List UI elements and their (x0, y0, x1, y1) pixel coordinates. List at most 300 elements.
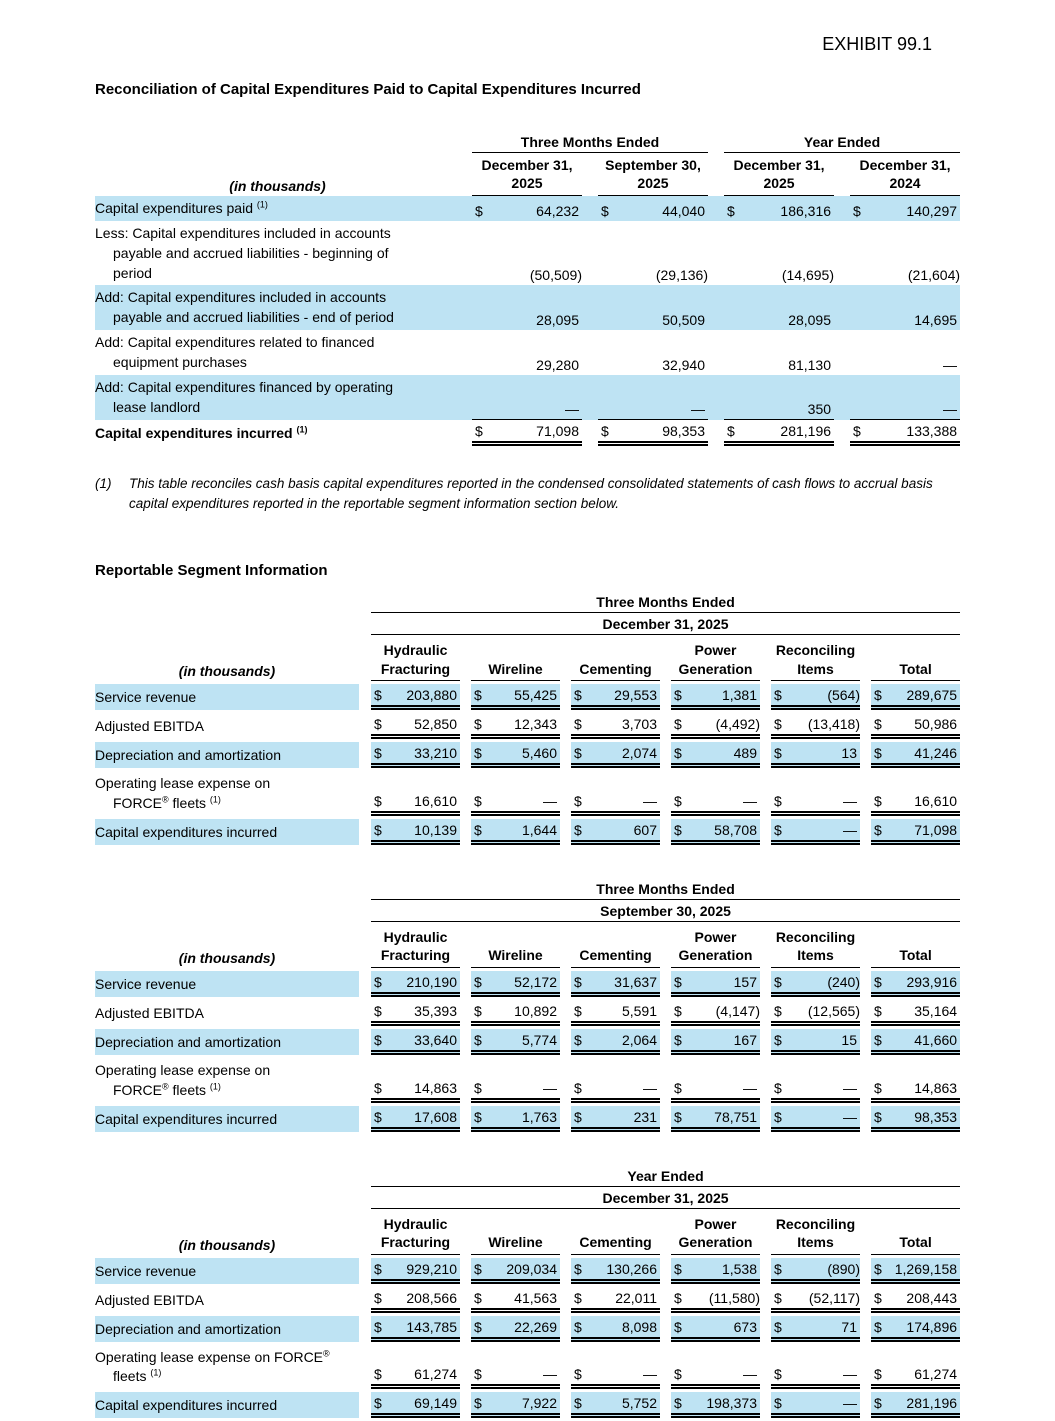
cell-value: 58,708 (687, 819, 760, 845)
cell-value: 130,266 (587, 1258, 660, 1284)
spacer (860, 1345, 871, 1390)
spacer (560, 713, 571, 739)
cell-dollar: $ (871, 713, 887, 739)
cell-dollar: $ (724, 196, 742, 221)
cell-value: 5,460 (487, 742, 560, 768)
spacer (359, 713, 371, 739)
spacer (560, 1106, 571, 1132)
cell-dollar: $ (471, 1392, 487, 1418)
cell-dollar: $ (471, 1287, 487, 1313)
header-columns-row (95, 153, 960, 196)
table-row (95, 1287, 960, 1313)
cell-value: 22,269 (487, 1316, 560, 1342)
cell-dollar: $ (571, 1029, 587, 1055)
cell-value: 98,353 (887, 1106, 960, 1132)
spacer (860, 1392, 871, 1418)
table-row (95, 684, 960, 710)
cell-dollar: $ (871, 1287, 887, 1313)
cell-dollar: $ (471, 971, 487, 997)
row-label: Less: Capital expenditures included in accounts payable and accrued liabilities - beginning of period (95, 224, 391, 281)
spacer (460, 330, 472, 375)
table-row (95, 375, 960, 420)
cell-value: 14,863 (387, 1058, 460, 1103)
spacer (582, 330, 598, 375)
cell-value: 61,274 (887, 1345, 960, 1390)
cell-value: 210,190 (387, 971, 460, 997)
table-row (95, 1345, 960, 1390)
cell-value: — (687, 1058, 760, 1103)
table-row (95, 713, 960, 739)
column-header: Hydraulic Fracturing (371, 638, 460, 681)
cell-value: 929,210 (387, 1258, 460, 1284)
cell-value: 44,040 (616, 196, 708, 221)
spacer (359, 1316, 371, 1342)
spacer (760, 819, 771, 845)
column-header: Total (871, 638, 960, 681)
row-label: Adjusted EBITDA (95, 718, 204, 735)
spacer (860, 971, 871, 997)
footnote-marker: (1) (95, 475, 112, 491)
header-columns-row (95, 638, 960, 681)
column-header: Cementing (571, 1212, 660, 1255)
spacer (359, 684, 371, 710)
spacer (460, 1392, 471, 1418)
footnote (95, 474, 960, 515)
row-label: Adjusted EBITDA (95, 1291, 204, 1308)
cell-dollar: $ (671, 1287, 687, 1313)
cell-dollar: $ (371, 684, 387, 710)
cell-value: 8,098 (587, 1316, 660, 1342)
period-band-label: Three Months Ended (472, 134, 708, 153)
cell-value: 41,660 (887, 1029, 960, 1055)
cell-value: 10,892 (487, 1000, 560, 1026)
spacer (834, 420, 850, 446)
table-row (95, 1058, 960, 1103)
cell-dollar: $ (571, 971, 587, 997)
cell-dollar: $ (471, 1029, 487, 1055)
cell-value: 15 (787, 1029, 860, 1055)
cell-value: 50,509 (616, 285, 708, 330)
cell-value: — (787, 1392, 860, 1418)
cell-value: 71 (787, 1316, 860, 1342)
cell-value: 35,393 (387, 1000, 460, 1026)
cell-dollar: $ (471, 1316, 487, 1342)
cell-dollar (472, 285, 490, 330)
cell-dollar (724, 375, 742, 420)
cell-value: — (687, 771, 760, 816)
cell-dollar: $ (471, 1258, 487, 1284)
cell-dollar: $ (571, 1287, 587, 1313)
cell-value: 98,353 (616, 420, 708, 446)
spacer (359, 742, 371, 768)
cell-value: 140,297 (868, 196, 960, 221)
spacer (560, 1316, 571, 1342)
cell-dollar: $ (571, 742, 587, 768)
row-label: Operating lease expense on FORCE® fleets $^{(1)}$ (95, 1061, 271, 1098)
cell-dollar: $ (471, 1106, 487, 1132)
spacer (660, 1029, 671, 1055)
cell-value: 33,640 (387, 1029, 460, 1055)
cell-value: (240) (787, 971, 860, 997)
cell-value: 186,316 (742, 196, 834, 221)
cell-dollar: $ (571, 771, 587, 816)
row-label: Add: Capital expenditures financed by operating lease landlord (95, 375, 460, 420)
spacer (560, 925, 571, 968)
spacer (660, 1106, 671, 1132)
cell-value: (890) (787, 1258, 860, 1284)
cell-dollar: $ (371, 971, 387, 997)
cell-dollar: $ (871, 1000, 887, 1026)
spacer (834, 285, 850, 330)
cell-dollar: $ (571, 1058, 587, 1103)
spacer (460, 285, 472, 330)
cell-dollar: $ (771, 742, 787, 768)
cell-dollar: $ (771, 1316, 787, 1342)
cell-value: 78,751 (687, 1106, 760, 1132)
cell-dollar: $ (571, 1345, 587, 1390)
spacer (359, 1029, 371, 1055)
cell-dollar: $ (871, 1258, 887, 1284)
cell-dollar: $ (471, 1345, 487, 1390)
cell-dollar: $ (371, 742, 387, 768)
cell-dollar: $ (371, 1345, 387, 1390)
cell-value: 31,637 (587, 971, 660, 997)
row-label: Add: Capital expenditures related to financed equipment purchases (95, 334, 375, 371)
cell-value: — (487, 771, 560, 816)
segment-table-three-months-dec-2025 (95, 591, 960, 848)
cell-dollar: $ (471, 684, 487, 710)
cell-dollar: $ (671, 742, 687, 768)
cell-dollar: $ (871, 819, 887, 845)
cell-value: 208,443 (887, 1287, 960, 1313)
table-row (95, 330, 960, 375)
spacer (708, 285, 724, 330)
cell-dollar: $ (871, 742, 887, 768)
spacer (860, 1316, 871, 1342)
row-label: Adjusted EBITDA (95, 1004, 204, 1021)
column-header: Wireline (471, 1212, 560, 1255)
cell-value: 5,752 (587, 1392, 660, 1418)
cell-dollar: $ (671, 971, 687, 997)
cell-value: — (616, 375, 708, 420)
cell-dollar: $ (471, 1000, 487, 1026)
cell-dollar: $ (671, 684, 687, 710)
cell-value: 1,269,158 (887, 1258, 960, 1284)
row-label: Add: Capital expenditures included in accounts payable and accrued liabilities - end of period (95, 285, 460, 330)
cell-dollar: $ (371, 1316, 387, 1342)
table-row (95, 196, 960, 221)
row-label: Depreciation and amortization (95, 742, 359, 768)
cell-value: 2,064 (587, 1029, 660, 1055)
cell-value: 174,896 (887, 1316, 960, 1342)
cell-dollar: $ (771, 971, 787, 997)
row-label: Operating lease expense on FORCE® fleets $^{(1)}$ (95, 775, 271, 811)
column-header: Cementing (571, 638, 660, 681)
spacer (760, 1258, 771, 1284)
cell-value: 289,675 (887, 684, 960, 710)
cell-value: 55,425 (487, 684, 560, 710)
spacer (860, 1258, 871, 1284)
spacer (582, 375, 598, 420)
spacer (359, 771, 371, 816)
cell-dollar: $ (671, 1058, 687, 1103)
spacer (460, 713, 471, 739)
spacer (860, 819, 871, 845)
spacer (660, 971, 671, 997)
cell-dollar: $ (471, 713, 487, 739)
cell-value: — (787, 1058, 860, 1103)
spacer (460, 375, 472, 420)
cell-dollar: $ (771, 1345, 787, 1390)
spacer (560, 1000, 571, 1026)
spacer (834, 375, 850, 420)
column-header: Wireline (471, 925, 560, 968)
cell-value: — (943, 356, 958, 373)
cell-dollar: $ (671, 819, 687, 845)
cell-value: 209,034 (487, 1258, 560, 1284)
cell-dollar: $ (571, 1316, 587, 1342)
row-label: Service revenue (95, 1258, 359, 1284)
spacer (860, 1058, 871, 1103)
cell-dollar: $ (771, 713, 787, 739)
spacer (860, 742, 871, 768)
cell-dollar (850, 330, 868, 375)
cell-dollar: $ (371, 771, 387, 816)
cell-value: 16,610 (387, 771, 460, 816)
cell-dollar: $ (771, 819, 787, 845)
cell-value: 5,774 (487, 1029, 560, 1055)
cell-value: 28,095 (742, 285, 834, 330)
cell-value: (50,509) (529, 267, 582, 284)
in-thousands-label: (in thousands) (178, 949, 276, 966)
spacer (834, 153, 850, 196)
cell-value: — (487, 1345, 560, 1390)
table-row (95, 1106, 960, 1132)
cell-value: 61,274 (387, 1345, 460, 1390)
cell-value: 1,644 (487, 819, 560, 845)
spacer (708, 420, 724, 446)
cell-dollar: $ (671, 1106, 687, 1132)
cell-dollar: $ (571, 713, 587, 739)
table-row (95, 1258, 960, 1284)
cell-dollar: $ (571, 1000, 587, 1026)
date-band-label: September 30, 2025 (371, 903, 960, 922)
cell-dollar (598, 221, 616, 286)
cell-dollar: $ (371, 713, 387, 739)
spacer (359, 819, 371, 845)
spacer (860, 684, 871, 710)
cell-value: 52,172 (487, 971, 560, 997)
segment-table-three-months-dec-2025-wrapper (95, 591, 960, 848)
spacer (460, 742, 471, 768)
cell-dollar: $ (724, 420, 742, 446)
cell-value: 14,863 (887, 1058, 960, 1103)
cell-value: (29,136) (655, 267, 709, 284)
spacer (560, 1212, 571, 1255)
cell-dollar: $ (871, 1392, 887, 1418)
cell-value: 17,608 (387, 1106, 460, 1132)
cell-dollar: $ (598, 196, 616, 221)
column-header: Power Generation (671, 638, 760, 681)
cell-value: 157 (687, 971, 760, 997)
spacer (460, 221, 472, 286)
spacer (359, 1258, 371, 1284)
cell-dollar: $ (371, 1106, 387, 1132)
spacer (760, 971, 771, 997)
spacer (860, 1029, 871, 1055)
header-band-row (95, 881, 960, 900)
spacer (460, 638, 471, 681)
cell-value: 1,381 (687, 684, 760, 710)
cell-value: 1,763 (487, 1106, 560, 1132)
spacer (460, 1058, 471, 1103)
cell-dollar (598, 375, 616, 420)
cell-value: 281,196 (887, 1392, 960, 1418)
spacer (560, 638, 571, 681)
column-header: Reconciling Items (771, 1212, 860, 1255)
spacer (359, 1392, 371, 1418)
spacer (860, 1287, 871, 1313)
cell-value: 13 (787, 742, 860, 768)
row-label: Service revenue (95, 971, 359, 997)
spacer (860, 925, 871, 968)
cell-value: 50,986 (887, 713, 960, 739)
header-band-row (95, 1190, 960, 1209)
spacer (660, 742, 671, 768)
cell-dollar: $ (871, 684, 887, 710)
cell-dollar (598, 285, 616, 330)
cell-value: 52,850 (387, 713, 460, 739)
spacer (660, 1345, 671, 1390)
cell-value: — (787, 771, 860, 816)
cell-value: 71,098 (490, 420, 582, 446)
cell-value: (4,492) (687, 713, 760, 739)
spacer (860, 638, 871, 681)
spacer (359, 1058, 371, 1103)
cell-dollar: $ (371, 1258, 387, 1284)
cell-dollar (724, 330, 742, 375)
header-band-row (95, 1168, 960, 1187)
cell-value: 12,343 (487, 713, 560, 739)
row-label: Depreciation and amortization (95, 1029, 359, 1055)
spacer (460, 196, 472, 221)
header-band-row (95, 903, 960, 922)
cell-dollar: $ (471, 1058, 487, 1103)
spacer (460, 819, 471, 845)
spacer (660, 1000, 671, 1026)
reconciliation-table (95, 134, 960, 446)
cell-value: 64,232 (490, 196, 582, 221)
cell-dollar: $ (850, 196, 868, 221)
spacer (359, 1106, 371, 1132)
spacer (834, 221, 850, 286)
spacer (708, 330, 724, 375)
cell-dollar (724, 285, 742, 330)
cell-dollar: $ (771, 1058, 787, 1103)
row-label: Capital expenditures paid $^{(1)}$ (95, 196, 460, 221)
row-label: Operating lease expense on FORCE® fleets $^{(1)}$ (95, 1347, 330, 1385)
spacer (460, 1000, 471, 1026)
spacer (660, 684, 671, 710)
cell-value: — (587, 771, 660, 816)
cell-dollar: $ (371, 1029, 387, 1055)
cell-value: 133,388 (868, 420, 960, 446)
cell-value: 32,940 (662, 356, 706, 373)
cell-value: (21,604) (907, 267, 961, 284)
table-row (95, 221, 960, 286)
spacer (860, 1212, 871, 1255)
cell-dollar: $ (671, 1392, 687, 1418)
spacer (760, 925, 771, 968)
cell-dollar: $ (871, 771, 887, 816)
spacer (660, 1258, 671, 1284)
table-row (95, 285, 960, 330)
spacer (760, 1000, 771, 1026)
spacer (660, 713, 671, 739)
column-header: Reconciling Items (771, 638, 860, 681)
row-label: Capital expenditures incurred $^{(1)}$ (95, 424, 308, 441)
period-band-label: Year Ended (724, 134, 960, 153)
spacer (860, 713, 871, 739)
cell-value: 5,591 (587, 1000, 660, 1026)
spacer (860, 771, 871, 816)
spacer (708, 375, 724, 420)
column-header: Power Generation (671, 925, 760, 968)
cell-dollar: $ (871, 971, 887, 997)
cell-dollar: $ (671, 713, 687, 739)
cell-value: (52,117) (787, 1287, 860, 1313)
cell-dollar (472, 375, 490, 420)
spacer (460, 971, 471, 997)
cell-dollar: $ (871, 1058, 887, 1103)
date-band-label: December 31, 2025 (371, 1190, 960, 1209)
cell-dollar: $ (571, 1392, 587, 1418)
cell-value: 2,074 (587, 742, 660, 768)
cell-value: 203,880 (387, 684, 460, 710)
cell-dollar: $ (871, 1029, 887, 1055)
spacer (834, 196, 850, 221)
row-label: Depreciation and amortization (95, 1316, 359, 1342)
cell-dollar: $ (771, 1106, 787, 1132)
cell-value: 22,011 (587, 1287, 660, 1313)
cell-dollar: $ (371, 1287, 387, 1313)
cell-value: 35,164 (887, 1000, 960, 1026)
cell-dollar (850, 375, 868, 420)
cell-dollar: $ (371, 1058, 387, 1103)
page-title-segments: Reportable Segment Information (95, 562, 328, 580)
cell-value: 607 (587, 819, 660, 845)
cell-dollar: $ (671, 771, 687, 816)
cell-value: — (587, 1345, 660, 1390)
spacer (760, 1392, 771, 1418)
row-label: Capital expenditures incurred (95, 1392, 359, 1418)
spacer (660, 1316, 671, 1342)
cell-value: 29,280 (536, 356, 579, 373)
spacer (834, 330, 850, 375)
cell-value: — (490, 375, 582, 420)
spacer (860, 1106, 871, 1132)
cell-dollar: $ (771, 1392, 787, 1418)
cell-dollar: $ (771, 684, 787, 710)
row-label: Service revenue (95, 684, 359, 710)
cell-dollar: $ (771, 1258, 787, 1284)
cell-dollar: $ (671, 1316, 687, 1342)
header-band-row (95, 594, 960, 613)
column-header: December 31, 2025 (724, 153, 834, 196)
cell-dollar: $ (571, 1106, 587, 1132)
cell-value: — (787, 1345, 860, 1390)
in-thousands-label: (in thousands) (178, 1236, 276, 1253)
